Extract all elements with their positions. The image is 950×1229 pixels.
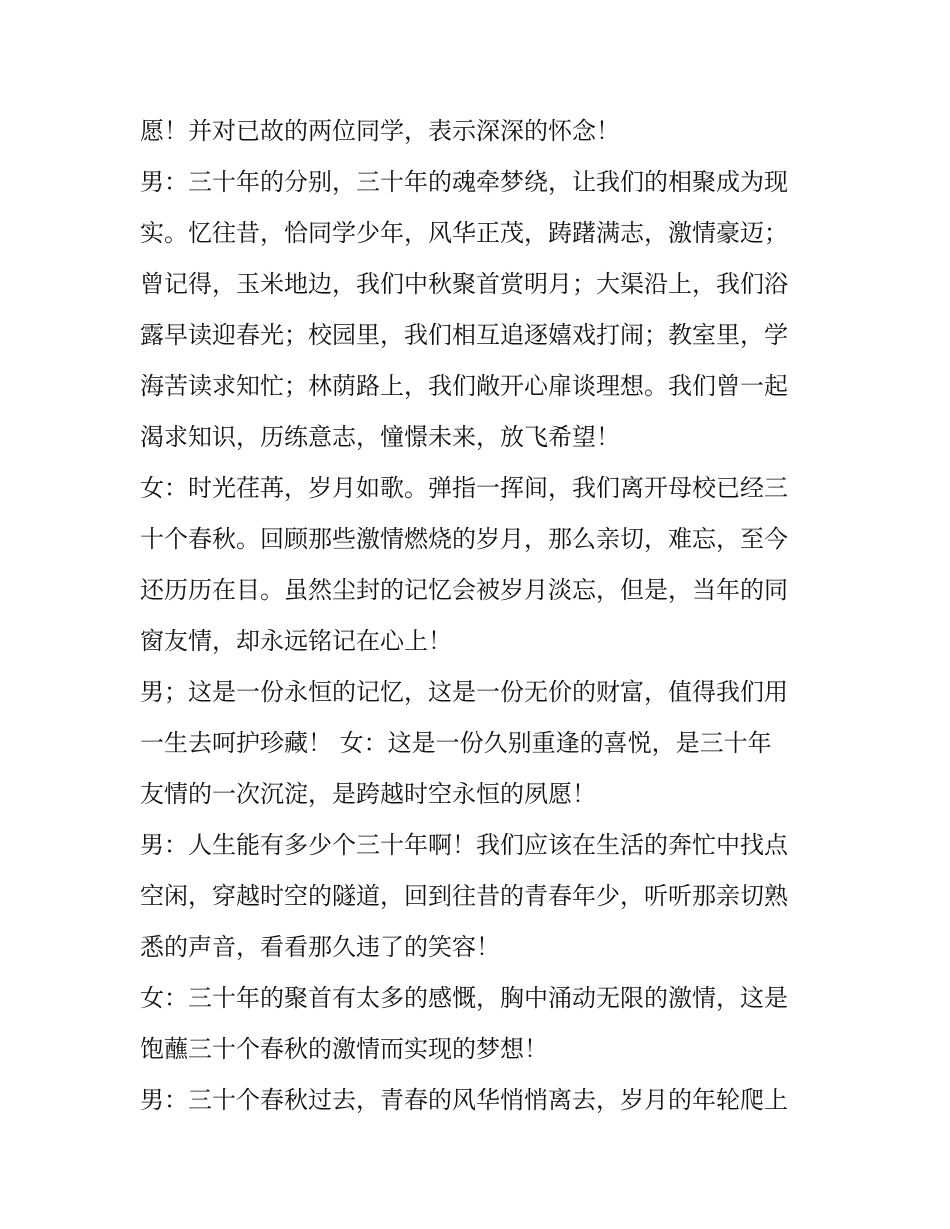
text-line: 露早读迎春光；校园里，我们相互追逐嬉戏打闹；教室里，学 [140, 321, 788, 349]
text-line: 实。忆往昔，恰同学少年，风华正茂，踌躇满志，激情豪迈； [140, 219, 788, 247]
text-line: 曾记得，玉米地边，我们中秋聚首赏明月；大渠沿上，我们浴 [140, 270, 788, 298]
text-line: 女：时光荏苒，岁月如歌。弹指一挥间，我们离开母校已经三 [140, 474, 788, 502]
text-line: 愿！并对已故的两位同学，表示深深的怀念！ [140, 117, 620, 145]
text-line: 十个春秋。回顾那些激情燃烧的岁月，那么亲切，难忘，至今 [140, 525, 788, 553]
text-line: 男：人生能有多少个三十年啊！我们应该在生活的奔忙中找点 [140, 831, 788, 859]
text-line: 男；这是一份永恒的记忆，这是一份无价的财富，值得我们用 [140, 678, 788, 706]
text-line: 窗友情，却永远铭记在心上！ [140, 627, 452, 655]
text-line: 渴求知识，历练意志，憧憬未来，放飞希望！ [140, 423, 620, 451]
text-line: 一生去呵护珍藏！ 女：这是一份久别重逢的喜悦，是三十年 [140, 729, 772, 757]
text-line: 还历历在目。虽然尘封的记忆会被岁月淡忘，但是，当年的同 [140, 576, 788, 604]
text-line: 男：三十年的分别，三十年的魂牵梦绕，让我们的相聚成为现 [140, 168, 788, 196]
text-line: 友情的一次沉淀，是跨越时空永恒的夙愿！ [140, 780, 596, 808]
text-line: 女：三十年的聚首有太多的感慨，胸中涌动无限的激情，这是 [140, 984, 788, 1012]
text-line: 饱蘸三十个春秋的激情而实现的梦想！ [140, 1035, 548, 1063]
text-line: 男：三十个春秋过去，青春的风华悄悄离去，岁月的年轮爬上 [140, 1086, 788, 1114]
text-line: 悉的声音，看看那久违了的笑容！ [140, 933, 500, 961]
document-body [140, 106, 820, 1126]
text-line: 海苦读求知忙；林荫路上，我们敞开心扉谈理想。我们曾一起 [140, 372, 788, 400]
text-line: 空闲，穿越时空的隧道，回到往昔的青春年少，听听那亲切熟 [140, 882, 788, 910]
